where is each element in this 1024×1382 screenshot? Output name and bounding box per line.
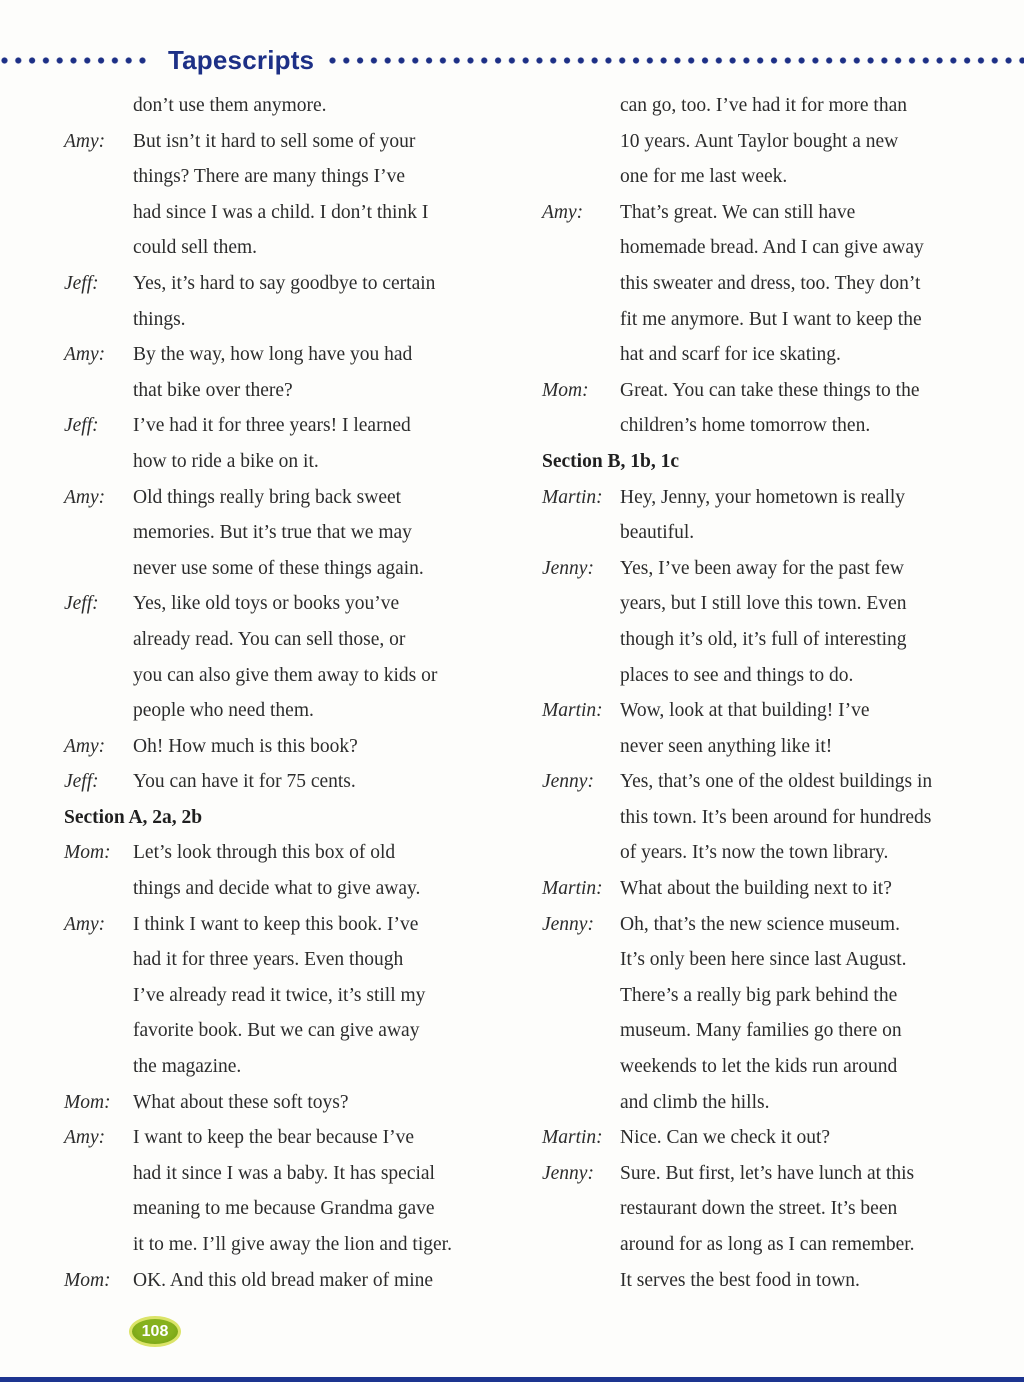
speech-line: this sweater and dress, too. They don’t [620, 272, 921, 294]
speech-text [620, 480, 1004, 551]
dialogue-row [542, 907, 1004, 1121]
speech-line: By the way, how long have you had [133, 344, 413, 366]
speech-line: weekends to let the kids run around [620, 1056, 898, 1078]
speech-line: homemade bread. And I can give away [620, 237, 924, 259]
speech-line: It serves the best food in town. [620, 1269, 860, 1291]
speaker-label: Martin: [542, 878, 603, 900]
speech-text [620, 871, 1004, 907]
speech-line: It’s only been here since last August. [620, 949, 907, 971]
speech-line: Sure. But first, let’s have lunch at this [620, 1162, 915, 1184]
dialogue-row [64, 124, 512, 266]
dialogue-row [542, 195, 1004, 373]
dotted-rule-left [0, 56, 152, 65]
speech-line: it to me. I’ll give away the lion and tiger. [133, 1234, 452, 1255]
speech-text [620, 1156, 1004, 1298]
speech-line: fit me anymore. But I want to keep the [620, 308, 922, 330]
speech-line: that bike over there? [133, 379, 293, 401]
speech-text [133, 835, 512, 906]
dialogue-row [542, 1156, 1004, 1298]
dialogue-row [64, 586, 512, 728]
speaker-label: Amy: [64, 486, 106, 508]
speaker-label: Martin: [542, 486, 603, 508]
dialogue-row [64, 835, 512, 906]
speaker-label: Mom: [64, 1091, 111, 1113]
speech-line: you can also give them away to kids or [133, 664, 438, 686]
section-heading: Section B, 1b, 1c [542, 450, 680, 472]
speech-line: years, but I still love this town. Even [620, 593, 907, 615]
dialogue-row [542, 551, 1004, 693]
speech-text [133, 337, 512, 408]
speaker-label: Jenny: [542, 771, 594, 793]
dialogue-row [542, 373, 1004, 444]
page-header [0, 44, 1024, 76]
speaker-label: Amy: [64, 735, 106, 757]
speaker-label: Mom: [542, 379, 589, 401]
speech-line: Nice. Can we check it out? [620, 1127, 831, 1149]
speech-line: this town. It’s been around for hundreds [620, 806, 932, 828]
dialogue-row [64, 337, 512, 408]
speech-text [133, 88, 512, 124]
speech-line: meaning to me because Grandma gave [133, 1198, 435, 1220]
speech-line: beautiful. [620, 522, 695, 544]
speech-line: already read. You can sell those, or [133, 628, 406, 650]
dialogue-row [542, 1120, 1004, 1156]
dialogue-row [64, 1120, 512, 1262]
speaker-label: Jenny: [542, 1162, 594, 1184]
speech-line: I’ve had it for three years! I learned [133, 415, 411, 437]
speaker-label: Amy: [64, 913, 106, 935]
speech-line: That’s great. We can still have [620, 201, 856, 223]
speech-line: Hey, Jenny, your hometown is really [620, 486, 906, 508]
speech-line: Let’s look through this box of old [133, 842, 396, 864]
speech-text [620, 1120, 1004, 1156]
speech-line: I want to keep the bear because I’ve [133, 1127, 414, 1149]
speaker-label: Jeff: [64, 593, 99, 615]
speaker-label: Martin: [542, 1127, 603, 1149]
speech-line: had it since I was a baby. It has special [133, 1162, 435, 1184]
page-title: Tapescripts [168, 44, 315, 75]
speaker-label: Mom: [64, 1269, 111, 1291]
dialogue-row [64, 1263, 512, 1299]
speech-text [133, 1085, 512, 1121]
speech-line: What about the building next to it? [620, 878, 892, 900]
speech-line: Oh, that’s the new science museum. [620, 913, 900, 935]
speech-line: Wow, look at that building! I’ve [620, 700, 870, 722]
speech-text [133, 408, 512, 479]
dialogue-row [64, 764, 512, 800]
speech-line: things. [133, 308, 186, 330]
dialogue-row [542, 871, 1004, 907]
speech-line: Yes, I’ve been away for the past few [620, 557, 904, 579]
speech-text [133, 907, 512, 1085]
speech-text [620, 373, 1004, 444]
speech-line: restaurant down the street. It’s been [620, 1198, 898, 1220]
speech-line: hat and scarf for ice skating. [620, 344, 841, 366]
dialogue-row [64, 480, 512, 587]
speech-text [133, 1263, 512, 1299]
speech-text [133, 480, 512, 587]
page-number: 108 [141, 1322, 169, 1340]
speech-text [620, 551, 1004, 693]
speaker-label: Amy: [64, 1127, 106, 1149]
speech-line: OK. And this old bread maker of mine [133, 1269, 434, 1291]
speech-text [133, 124, 512, 266]
speech-line: I think I want to keep this book. I’ve [133, 913, 419, 935]
speaker-label: Martin: [542, 700, 603, 722]
speaker-label: Jenny: [542, 913, 594, 935]
dotted-rule-right [328, 56, 1024, 65]
speech-text [133, 1120, 512, 1262]
speech-line: one for me last week. [620, 166, 788, 188]
speech-line: never use some of these things again. [133, 557, 424, 579]
speech-line: What about these soft toys? [133, 1091, 349, 1113]
speech-line: Yes, like old toys or books you’ve [133, 593, 400, 615]
speaker-label: Jeff: [64, 272, 99, 294]
speech-line: 10 years. Aunt Taylor bought a new [620, 130, 899, 152]
dialogue-row [64, 729, 512, 765]
speech-text [620, 764, 1004, 871]
speech-line: could sell them. [133, 237, 258, 259]
speaker-label: Amy: [64, 344, 106, 366]
speech-line: Old things really bring back sweet [133, 486, 402, 508]
dialogue-row [64, 907, 512, 1085]
speaker-label [542, 88, 620, 195]
speech-line: don’t use them anymore. [133, 95, 327, 116]
speech-line: You can have it for 75 cents. [133, 771, 356, 793]
speech-line: though it’s old, it’s full of interesting [620, 628, 907, 650]
speech-text [620, 195, 1004, 373]
speech-line: museum. Many families go there on [620, 1020, 902, 1042]
speech-line: But isn’t it hard to sell some of your [133, 130, 416, 152]
speaker-label: Jeff: [64, 771, 99, 793]
speech-text [133, 729, 512, 765]
speech-line: places to see and things to do. [620, 664, 854, 686]
dialogue-row [542, 480, 1004, 551]
speech-text [620, 88, 1004, 195]
speech-line: never seen anything like it! [620, 735, 833, 757]
speech-text [620, 693, 1004, 764]
speech-line: people who need them. [133, 700, 314, 722]
speaker-label: Amy: [64, 130, 106, 152]
speech-line: I’ve already read it twice, it’s still my [133, 984, 426, 1006]
speech-line: Yes, it’s hard to say goodbye to certain [133, 272, 436, 294]
dialogue-row [542, 764, 1004, 871]
speaker-label [64, 88, 133, 124]
speech-line: Great. You can take these things to the [620, 379, 920, 401]
speaker-label: Amy: [542, 201, 584, 223]
dialogue-row [64, 266, 512, 337]
speech-text [620, 907, 1004, 1121]
speech-line: Yes, that’s one of the oldest buildings in [620, 771, 933, 793]
speech-line: and climb the hills. [620, 1091, 770, 1113]
speech-line: There’s a really big park behind the [620, 984, 898, 1006]
speech-text [133, 586, 512, 728]
speech-text [133, 266, 512, 337]
speech-line: things and decide what to give away. [133, 878, 421, 900]
section-heading: Section A, 2a, 2b [64, 806, 203, 828]
speaker-label: Jenny: [542, 557, 594, 579]
dialogue-row [542, 88, 1004, 195]
speech-line: had it for three years. Even though [133, 949, 404, 971]
page-number-badge [129, 1316, 181, 1347]
dialogue-row [64, 88, 512, 124]
speech-line: Oh! How much is this book? [133, 735, 358, 757]
speech-line: the magazine. [133, 1056, 242, 1078]
speech-text [133, 764, 512, 800]
left-column [64, 88, 512, 1298]
bottom-edge-rule [0, 1377, 1024, 1382]
speech-line: around for as long as I can remember. [620, 1234, 915, 1255]
speech-line: how to ride a bike on it. [133, 450, 319, 472]
speech-line: can go, too. I’ve had it for more than [620, 95, 907, 116]
speaker-label: Jeff: [64, 415, 99, 437]
speech-line: children’s home tomorrow then. [620, 415, 871, 437]
dialogue-row [64, 408, 512, 479]
speech-line: of years. It’s now the town library. [620, 842, 889, 864]
right-column [542, 88, 1004, 1298]
dialogue-row [542, 693, 1004, 764]
speech-line: things? There are many things I’ve [133, 166, 406, 188]
dialogue-row [64, 1085, 512, 1121]
speech-line: had since I was a child. I don’t think I [133, 201, 429, 223]
speaker-label: Mom: [64, 842, 111, 864]
speech-line: memories. But it’s true that we may [133, 522, 412, 544]
speech-line: favorite book. But we can give away [133, 1020, 420, 1042]
